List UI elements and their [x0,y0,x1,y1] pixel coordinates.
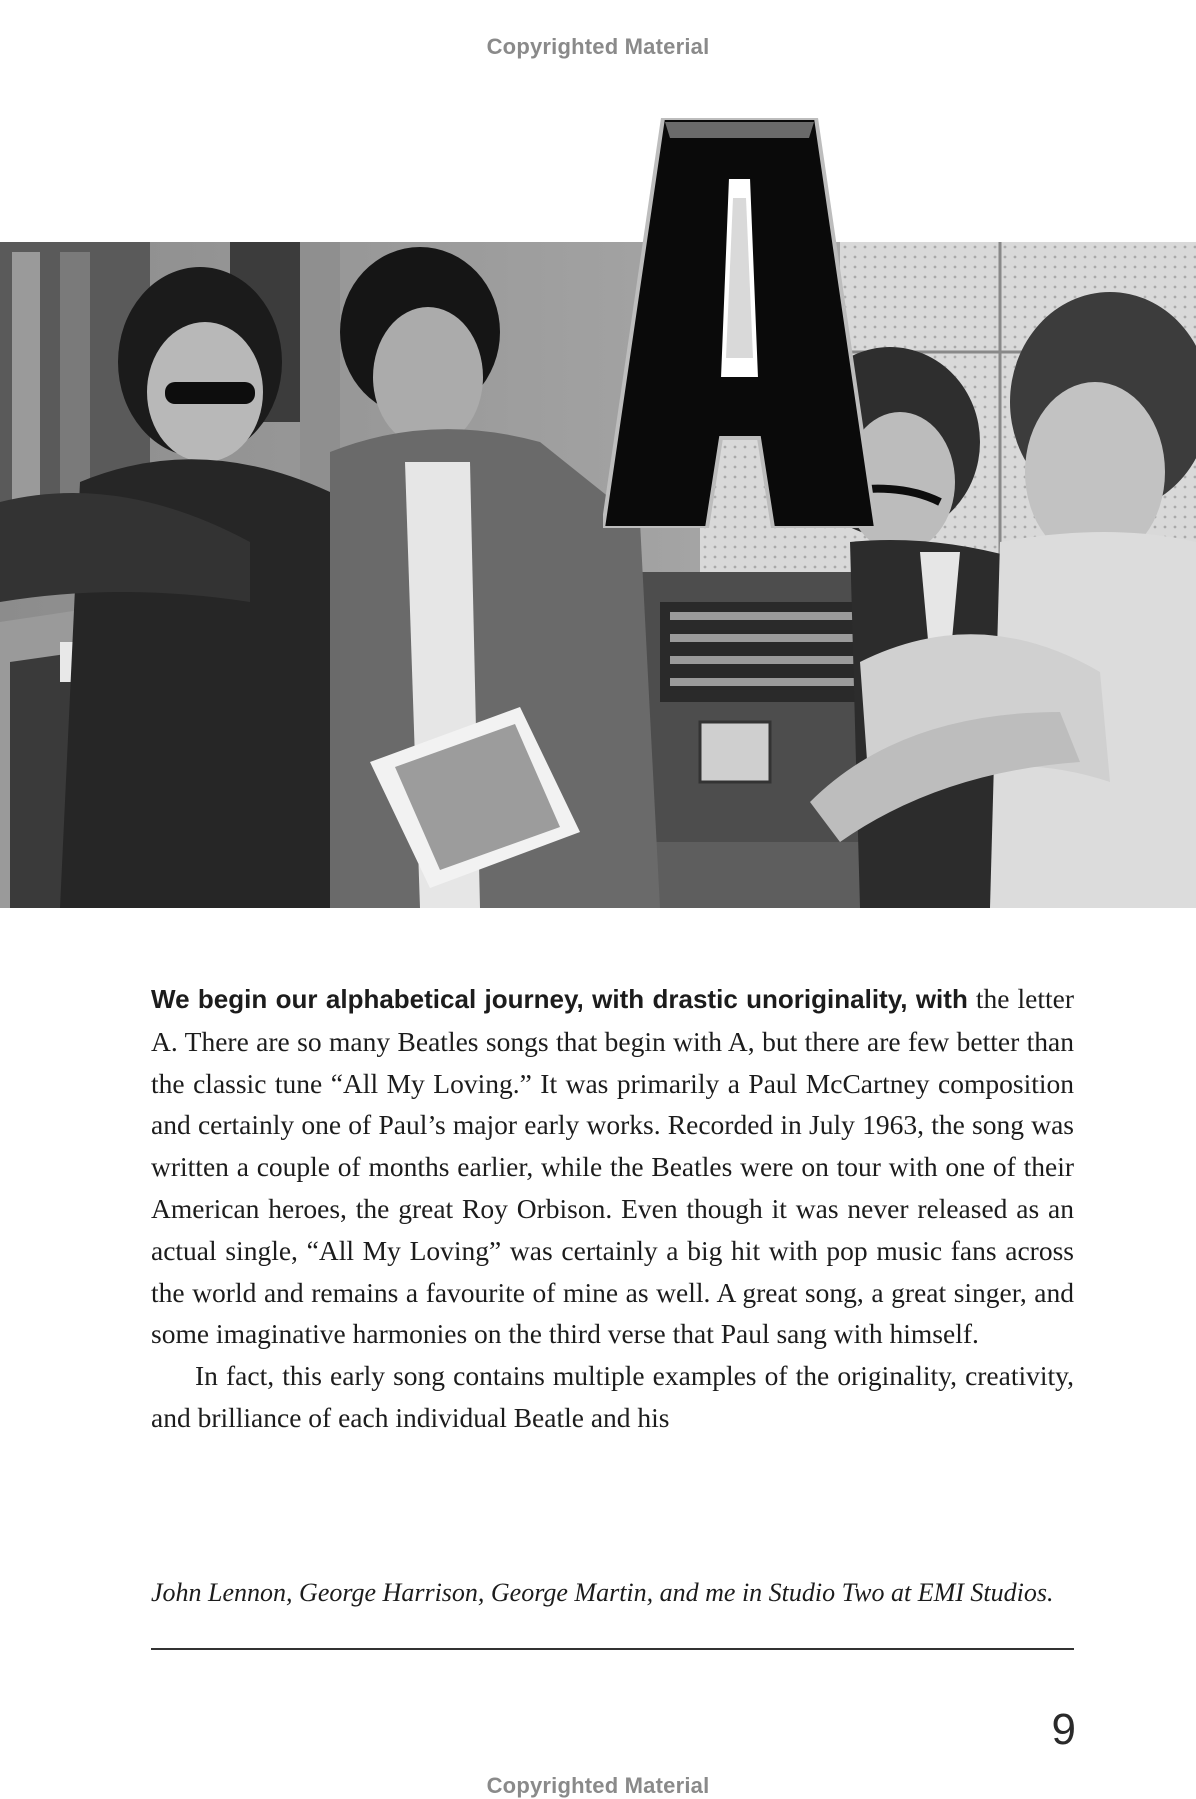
paragraph-1 [151,978,1074,1355]
page-number: 9 [1051,1705,1076,1754]
caption-rule [151,1648,1074,1650]
lead-in-text: We begin our alphabetical journey, with drastic unoriginality, with [151,984,968,1014]
chapter-letter-text [876,118,877,119]
copyright-watermark-top: Copyrighted Material [486,34,710,59]
studio-photograph [0,242,1196,908]
paragraph-1-text: the letter A. There are so many Beatles songs that begin with A, but there are few better than the classic tune “All My Loving.” It was primarily a Paul McCartney composition and certainly one of Paul’s major early works. Recorded in July 1963, the song was written a couple of months earlier, while the Beatles were on tour with one of their American heroes, the great Roy Orbison. Even though it was never released as an actual single, “All My Loving” was certainly a big hit with pop music fans across the world and remains a favourite of mine as well. A great song, a great singer, and some imaginative harmonies on the third verse that Paul sang with himself. [151,983,1074,1350]
paragraph-2: In fact, this early song contains multiple examples of the originality, creativity, and brilliance of each individual Beatle and his [151,1360,1074,1433]
copyright-watermark-bottom: Copyrighted Material [486,1773,710,1798]
chapter-drop-letter [603,118,876,528]
body-text [151,978,1074,1439]
photo-caption: John Lennon, George Harrison, George Martin, and me in Studio Two at EMI Studios. [151,1578,1054,1607]
